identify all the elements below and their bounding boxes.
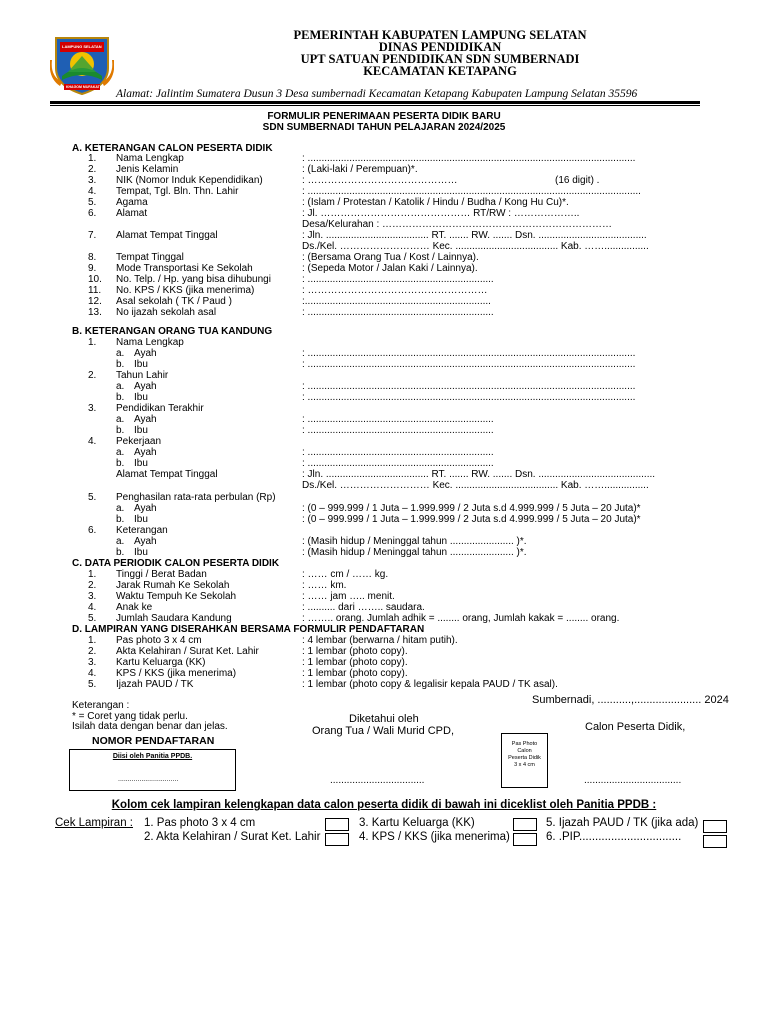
section-c-row-label: Anak ke <box>116 602 153 613</box>
keterangan-note-1: * = Coret yang tidak perlu. <box>72 711 188 722</box>
section-b-sub-label: Ayah <box>134 414 157 425</box>
section-a-row-extra: (16 digit) . <box>555 175 600 186</box>
section-b-item-label: Pekerjaan <box>116 436 162 447</box>
section-a-row-label: No ijazah sekolah asal <box>116 307 217 318</box>
section-c-row-label: Jumlah Saudara Kandung <box>116 613 232 624</box>
section-c-heading: C. DATA PERIODIK CALON PESERTA DIDIK <box>72 558 280 569</box>
checkbox-kps[interactable] <box>513 833 537 846</box>
section-b-sub-value: : ...................................................................................................................... <box>302 392 636 403</box>
section-a-row-label: Alamat Tempat Tinggal <box>116 230 218 241</box>
section-b-sub-label: Ayah <box>134 536 157 547</box>
section-a-row-label: Tempat Tinggal <box>116 252 184 263</box>
section-c-row-number: 4. <box>88 602 97 613</box>
registration-number-dots: ............................... <box>118 776 179 783</box>
section-b-sub-value: : ...................................................................................................................... <box>302 381 636 392</box>
section-c-row-value: : …… km. <box>302 580 347 591</box>
section-b-sub-letter: b. <box>116 392 125 403</box>
section-d-row-number: 4. <box>88 668 97 679</box>
section-b-item-label: Penghasilan rata-rata perbulan (Rp) <box>116 492 276 503</box>
section-a-row-label: Agama <box>116 197 148 208</box>
photo-line-3: Peserta Didik <box>508 755 541 761</box>
section-c-row-number: 5. <box>88 613 97 624</box>
section-a-row-value: : ........................................................................................................................ <box>302 186 641 197</box>
registration-fill-note: Diisi oleh Panitia PPDB. <box>112 753 193 760</box>
section-d-row-number: 3. <box>88 657 97 668</box>
parent-signature-line: .................................. <box>330 775 425 786</box>
photo-placeholder <box>501 733 548 788</box>
section-b-sub-letter: a. <box>116 503 125 514</box>
section-a-heading: A. KETERANGAN CALON PESERTA DIDIK <box>72 143 273 154</box>
section-d-row-label: Ijazah PAUD / TK <box>116 679 194 690</box>
section-b-sub-label: Ibu <box>134 547 148 558</box>
section-a-row-number: 9. <box>88 263 97 274</box>
section-d-row-value: : 1 lembar (photo copy). <box>302 646 408 657</box>
section-a-row-value: :................................................................... <box>302 296 491 307</box>
section-b-sub-label: Ayah <box>134 447 157 458</box>
form-title-2: SDN SUMBERNADI TAHUN PELAJARAN 2024/2025 <box>262 122 506 133</box>
section-b-sub-value: : (0 – 999.999 / 1 Juta – 1.999.999 / 2 Juta s.d 4.999.999 / 5 Juta – 20 Juta)* <box>302 514 641 525</box>
section-a-row-number: 7. <box>88 230 97 241</box>
section-b-sub-value: : (Masih hidup / Meninggal tahun ....................... )*. <box>302 547 527 558</box>
checkbox-kk[interactable] <box>513 818 537 831</box>
checklist-item-5: 5. Ijazah PAUD / TK (jika ada) <box>546 817 699 829</box>
section-a-row-label: Asal sekolah ( TK / Paud ) <box>116 296 232 307</box>
checkbox-akta[interactable] <box>325 833 349 846</box>
section-a-row-value-2: Ds./Kel. ……………………… Kec. ..................................... Kab. ……................ <box>302 241 649 252</box>
section-b-sub-value: : ................................................................... <box>302 414 494 425</box>
section-b-alamat-label: Alamat Tempat Tinggal <box>116 469 218 480</box>
section-a-row-value: : (Sepeda Motor / Jalan Kaki / Lainnya). <box>302 263 478 274</box>
header-line-3: UPT SATUAN PENDIDIKAN SDN SUMBERNADI <box>300 52 580 66</box>
section-b-item-label: Tahun Lahir <box>116 370 169 381</box>
section-b-item-number: 6. <box>88 525 97 536</box>
section-a-row-number: 2. <box>88 164 97 175</box>
checkbox-pas-photo[interactable] <box>325 818 349 831</box>
section-a-row-label: No. Telp. / Hp. yang bisa dihubungi <box>116 274 271 285</box>
section-a-row-label: NIK (Nomor Induk Kependidikan) <box>116 175 263 186</box>
section-b-item-number: 5. <box>88 492 97 503</box>
section-d-row-label: Kartu Keluarga (KK) <box>116 657 206 668</box>
section-a-row-number: 8. <box>88 252 97 263</box>
section-b-item-label: Nama Lengkap <box>116 337 184 348</box>
section-a-row-label: Alamat <box>116 208 148 219</box>
section-a-row-value: : (Bersama Orang Tua / Kost / Lainnya). <box>302 252 479 263</box>
logo-bottom-text: KHAGOM MUFAKAT <box>66 85 100 89</box>
form-title-1: FORMULIR PENERIMAAN PESERTA DIDIK BARU <box>267 111 501 122</box>
checklist-heading: Kolom cek lampiran kelengkapan data calon peserta didik di bawah ini diceklist oleh Panitia PPDB : <box>111 799 657 811</box>
registration-number-box[interactable] <box>69 749 236 791</box>
section-a-row-label: Mode Transportasi Ke Sekolah <box>116 263 253 274</box>
section-a-row-value: : Jln. ..................................... RT. ....... RW. ....... Dsn. ....................................... <box>302 230 647 241</box>
section-b-item-label: Pendidikan Terakhir <box>116 403 204 414</box>
section-b-item-number: 3. <box>88 403 97 414</box>
section-d-row-label: Akta Kelahiran / Surat Ket. Lahir <box>116 646 259 657</box>
section-c-row-value: : .......... dari …….. saudara. <box>302 602 425 613</box>
section-a-row-value: : Jl. ……………………………………… RT/RW : ……………….. <box>302 208 580 219</box>
section-c-row-number: 1. <box>88 569 97 580</box>
section-b-sub-value: : ...................................................................................................................... <box>302 348 636 359</box>
section-b-sub-letter: b. <box>116 359 125 370</box>
section-d-row-label: KPS / KKS (jika menerima) <box>116 668 237 679</box>
section-c-row-label: Waktu Tempuh Ke Sekolah <box>116 591 237 602</box>
section-b-item-number: 4. <box>88 436 97 447</box>
section-a-row-number: 12. <box>88 296 102 307</box>
section-c-row-label: Tinggi / Berat Badan <box>116 569 207 580</box>
photo-line-4: 3 x 4 cm <box>514 762 535 768</box>
registration-number-title: NOMOR PENDAFTARAN <box>92 735 215 747</box>
section-d-row-number: 5. <box>88 679 97 690</box>
section-d-row-number: 2. <box>88 646 97 657</box>
section-b-alamat-value-2: Ds./Kel. ……………………… Kec. ..................................... Kab. ……................ <box>302 480 649 491</box>
section-b-sub-value: : ................................................................... <box>302 425 494 436</box>
section-b-sub-value: : (Masih hidup / Meninggal tahun ....................... )*. <box>302 536 527 547</box>
section-c-row-label: Jarak Rumah Ke Sekolah <box>116 580 230 591</box>
parent-signature-label: Orang Tua / Wali Murid CPD, <box>312 725 455 737</box>
section-d-row-value: : 1 lembar (photo copy & legalisir kepala PAUD / TK asal). <box>302 679 558 690</box>
section-a-row-number: 4. <box>88 186 97 197</box>
section-b-sub-value: : ...................................................................................................................... <box>302 359 636 370</box>
photo-line-2: Calon <box>517 748 532 754</box>
student-signature-label: Calon Peserta Didik, <box>585 721 686 733</box>
section-b-sub-letter: b. <box>116 514 125 525</box>
section-b-sub-label: Ibu <box>134 514 148 525</box>
checklist-item-3: 3. Kartu Keluarga (KK) <box>359 817 475 829</box>
section-a-row-value-2: Desa/Kelurahan : …………………………………………………………… <box>302 219 613 230</box>
checkbox-pip[interactable] <box>703 835 727 848</box>
section-b-sub-value: : ................................................................... <box>302 458 494 469</box>
section-a-row-number: 10. <box>88 274 102 285</box>
header-divider <box>50 101 700 106</box>
header-address: Alamat: Jalintim Sumatera Dusun 3 Desa sumbernadi Kecamatan Ketapang Kabupaten Lampung Selatan 35596 <box>116 88 638 100</box>
section-b-sub-letter: a. <box>116 447 125 458</box>
section-a-row-number: 3. <box>88 175 97 186</box>
section-b-sub-label: Ayah <box>134 348 157 359</box>
section-b-sub-letter: a. <box>116 536 125 547</box>
section-c-row-number: 3. <box>88 591 97 602</box>
section-d-row-value: : 1 lembar (photo copy). <box>302 668 408 679</box>
section-a-row-number: 1. <box>88 153 97 164</box>
section-b-sub-letter: b. <box>116 458 125 469</box>
checklist-item-2: 2. Akta Kelahiran / Surat Ket. Lahir <box>144 831 321 843</box>
section-d-row-label: Pas photo 3 x 4 cm <box>116 635 202 646</box>
section-d-row-value: : 4 lembar (berwarna / hitam putih). <box>302 635 458 646</box>
section-b-sub-label: Ayah <box>134 503 157 514</box>
section-a-row-value: : ................................................................... <box>302 307 494 318</box>
section-d-row-value: : 1 lembar (photo copy). <box>302 657 408 668</box>
section-b-item-label: Keterangan <box>116 525 168 536</box>
header-line-1: PEMERINTAH KABUPATEN LAMPUNG SELATAN <box>293 28 587 42</box>
section-b-sub-label: Ibu <box>134 392 148 403</box>
section-b-sub-letter: a. <box>116 348 125 359</box>
section-c-row-value: : …….. orang. Jumlah adhik = ........ orang, Jumlah kakak = ........ orang. <box>302 613 620 624</box>
section-a-row-label: No. KPS / KKS (jika menerima) <box>116 285 255 296</box>
checklist-item-1: 1. Pas photo 3 x 4 cm <box>144 817 256 829</box>
header-line-2: DINAS PENDIDIKAN <box>378 40 502 54</box>
keterangan-note-2: Isilah data dengan benar dan jelas. <box>72 721 228 732</box>
section-a-row-number: 13. <box>88 307 102 318</box>
checklist-item-4: 4. KPS / KKS (jika menerima) <box>359 831 510 843</box>
checkbox-ijazah[interactable] <box>703 820 727 833</box>
section-a-row-value: : ……………………………………………… <box>302 285 488 296</box>
section-c-row-number: 2. <box>88 580 97 591</box>
section-b-sub-label: Ibu <box>134 458 148 469</box>
regency-logo <box>50 30 114 96</box>
section-b-sub-label: Ibu <box>134 425 148 436</box>
section-a-row-label: Nama Lengkap <box>116 153 184 164</box>
logo-top-text: LAMPUNG SELATAN <box>62 44 102 49</box>
section-a-row-value: : ……………………………………… <box>302 175 458 186</box>
header-line-4: KECAMATAN KETAPANG <box>363 64 517 78</box>
section-d-row-number: 1. <box>88 635 97 646</box>
section-b-sub-letter: b. <box>116 547 125 558</box>
section-b-sub-label: Ibu <box>134 359 148 370</box>
section-b-item-number: 2. <box>88 370 97 381</box>
section-a-row-label: Jenis Kelamin <box>116 164 179 175</box>
section-a-row-value: : (Laki-laki / Perempuan)*. <box>302 164 418 175</box>
section-a-row-label: Tempat, Tgl. Bln. Thn. Lahir <box>116 186 239 197</box>
section-b-sub-value: : (0 – 999.999 / 1 Juta – 1.999.999 / 2 Juta s.d 4.999.999 / 5 Juta – 20 Juta)* <box>302 503 641 514</box>
section-b-sub-letter: a. <box>116 381 125 392</box>
checklist-label: Cek Lampiran : <box>55 817 133 829</box>
section-d-heading: D. LAMPIRAN YANG DISERAHKAN BERSAMA FORMULIR PENDAFTARAN <box>72 624 425 635</box>
section-b-sub-value: : ................................................................... <box>302 447 494 458</box>
section-c-row-value: : …… cm / …… kg. <box>302 569 389 580</box>
section-a-row-value: : (Islam / Protestan / Katolik / Hindu / Budha / Kong Hu Cu)*. <box>302 197 569 208</box>
section-b-heading: B. KETERANGAN ORANG TUA KANDUNG <box>72 326 273 337</box>
section-b-item-number: 1. <box>88 337 97 348</box>
section-a-row-number: 6. <box>88 208 97 219</box>
photo-line-1: Pas Photo <box>511 741 538 747</box>
section-b-sub-letter: b. <box>116 425 125 436</box>
keterangan-label: Keterangan : <box>72 700 130 711</box>
section-b-sub-label: Ayah <box>134 381 157 392</box>
section-c-row-value: : …… jam ….. menit. <box>302 591 395 602</box>
section-a-row-value: : ................................................................... <box>302 274 494 285</box>
section-b-sub-letter: a. <box>116 414 125 425</box>
section-a-row-number: 5. <box>88 197 97 208</box>
place-date: Sumbernadi, ...........,...................... 2024 <box>532 694 729 706</box>
section-a-row-number: 11. <box>88 285 102 296</box>
student-signature-line: ................................... <box>584 775 682 786</box>
checklist-item-6: 6. .PIP................................ <box>546 831 682 843</box>
section-b-alamat-value: : Jln. ..................................... RT. ....... RW. ....... Dsn. .......................................... <box>302 469 656 480</box>
diketahui-label: Diketahui oleh <box>349 713 419 725</box>
section-a-row-value: : ...................................................................................................................... <box>302 153 636 164</box>
